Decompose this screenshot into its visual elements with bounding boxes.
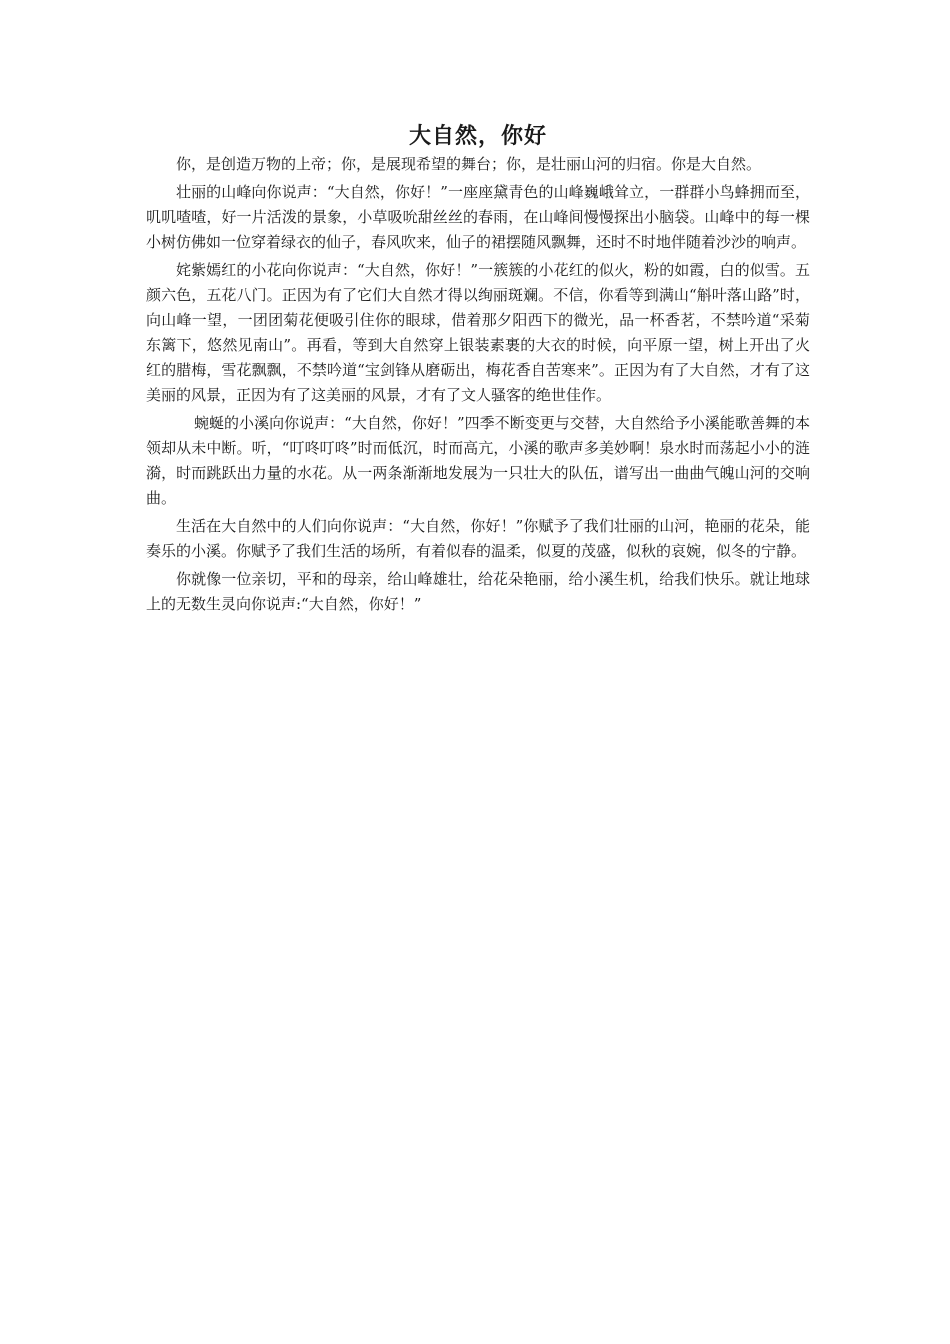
paragraph-people: 生活在大自然中的人们向你说声：“大自然，你好！”你赋予了我们壮丽的山河，艳丽的花朵，能奏乐的小溪。你赋予了我们生活的场所，有着似春的温柔，似夏的茂盛，似秋的哀婉，似冬的宁静。 <box>146 517 810 560</box>
paragraph-intro: 你，是创造万物的上帝；你，是展现希望的舞台；你，是壮丽山河的归宿。你是大自然。 <box>176 155 762 173</box>
paragraph-mountains: 壮丽的山峰向你说声：“大自然，你好！”一座座黛青色的山峰巍峨耸立，一群群小鸟蜂拥而至，叽叽喳喳，好一片活泼的景象，小草吸吮甜丝丝的春雨，在山峰间慢慢探出小脑袋。山峰中的每一棵小树仿佛如一位穿着绿衣的仙子，春风吹来，仙子的裙摆随风飘舞，还时不时地伴随着沙沙的响声。 <box>146 183 810 251</box>
document-body <box>146 118 810 620</box>
paragraph-stream: 蜿蜒的小溪向你说声：“大自然，你好！”四季不断变更与交替，大自然给予小溪能歌善舞的本领却从未中断。听，“叮咚叮咚”时而低沉，时而高亢，小溪的歌声多美妙啊！泉水时而荡起小小的涟漪，时而跳跃出力量的水花。从一两条渐渐地发展为一只壮大的队伍，谱写出一曲曲气魄山河的交响曲。 <box>146 414 810 507</box>
paragraph-flowers: 姹紫嫣红的小花向你说声：“大自然，你好！”一簇簇的小花红的似火，粉的如霞，白的似雪。五颜六色，五花八门。正因为有了它们大自然才得以绚丽斑斓。不信，你看等到满山“斛叶落山路”时，向山峰一望，一团团菊花便吸引住你的眼球，借着那夕阳西下的微光，品一杯香茗，不禁吟道“采菊东篱下，悠然见南山”。再看，等到大自然穿上银装素裹的大衣的时候，向平原一望，树上开出了火红的腊梅，雪花飘飘，不禁吟道“宝剑锋从磨砺出，梅花香自苦寒来”。正因为有了大自然，才有了这美丽的风景，正因为有了这美丽的风景，才有了文人骚客的绝世佳作。 <box>146 261 810 404</box>
document-title: 大自然，你好 <box>408 123 547 149</box>
paragraph-conclusion: 你就像一位亲切，平和的母亲，给山峰雄壮，给花朵艳丽，给小溪生机，给我们快乐。就让地球上的无数生灵向你说声:“大自然，你好！” <box>146 570 810 613</box>
